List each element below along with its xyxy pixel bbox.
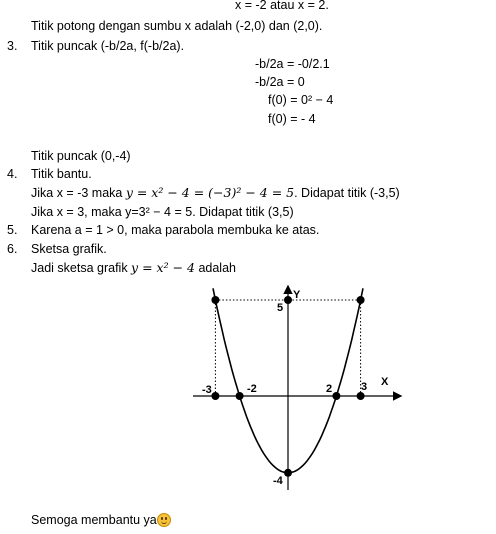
helper-line-1-pre: Jika x = -3 maka bbox=[31, 186, 126, 200]
tick-label-neg4: -4 bbox=[273, 475, 283, 487]
sketch-intro-post: adalah bbox=[194, 261, 236, 275]
sketch-intro-math: y = x² − 4 bbox=[131, 260, 195, 275]
item-number-6: 6. bbox=[7, 242, 18, 256]
helper-line-1-post: . Didapat titik (-3,5) bbox=[294, 186, 400, 200]
graph-point bbox=[211, 296, 219, 304]
graph-point bbox=[211, 392, 219, 400]
tick-label-neg3: -3 bbox=[202, 384, 212, 396]
calc-line-4: f(0) = - 4 bbox=[268, 112, 316, 126]
tick-label-3: 3 bbox=[361, 381, 368, 393]
opening-direction-line: Karena a = 1 > 0, maka parabola membuka ke atas. bbox=[31, 223, 320, 237]
sketch-intro-pre: Jadi sketsa grafik bbox=[31, 261, 132, 275]
vertex-result-line: Titik puncak (0,-4) bbox=[31, 149, 131, 163]
helper-points-title: Titik bantu. bbox=[31, 167, 92, 181]
helper-line-2: Jika x = 3, maka y=3² − 4 = 5. Didapat titik (3,5) bbox=[31, 205, 294, 219]
smiling-face-icon bbox=[157, 513, 171, 527]
graph-point bbox=[284, 296, 292, 304]
calc-line-3: f(0) = 0² − 4 bbox=[268, 93, 334, 107]
axis-label-x: X bbox=[381, 376, 389, 388]
closing-line bbox=[31, 512, 171, 528]
calc-line-1: -b/2a = -0/2.1 bbox=[255, 57, 330, 71]
calc-line-2: -b/2a = 0 bbox=[255, 75, 305, 89]
item-number-3: 3. bbox=[7, 39, 18, 53]
axis-label-y: Y bbox=[293, 289, 301, 301]
tick-label-neg2: -2 bbox=[247, 383, 257, 395]
item-number-4: 4. bbox=[7, 167, 18, 181]
closing-text: Semoga membantu ya bbox=[31, 513, 157, 527]
graph-point bbox=[357, 392, 365, 400]
graph-point bbox=[332, 392, 340, 400]
sketch-title: Sketsa grafik. bbox=[31, 242, 107, 256]
helper-line-1-math: y = x² − 4 = (−3)² − 4 = 5 bbox=[125, 185, 295, 200]
roots-line: x = -2 atau x = 2. bbox=[235, 0, 329, 12]
vertex-formula-line: Titik puncak (-b/2a, f(-b/2a). bbox=[31, 39, 185, 53]
graph-point bbox=[357, 296, 365, 304]
graph-point bbox=[236, 392, 244, 400]
graph-point bbox=[284, 469, 292, 477]
tick-label-5: 5 bbox=[277, 302, 284, 314]
x-intercept-line: Titik potong dengan sumbu x adalah (-2,0) dan (2,0). bbox=[31, 19, 323, 33]
item-number-5: 5. bbox=[7, 223, 18, 237]
tick-label-2: 2 bbox=[326, 383, 333, 395]
